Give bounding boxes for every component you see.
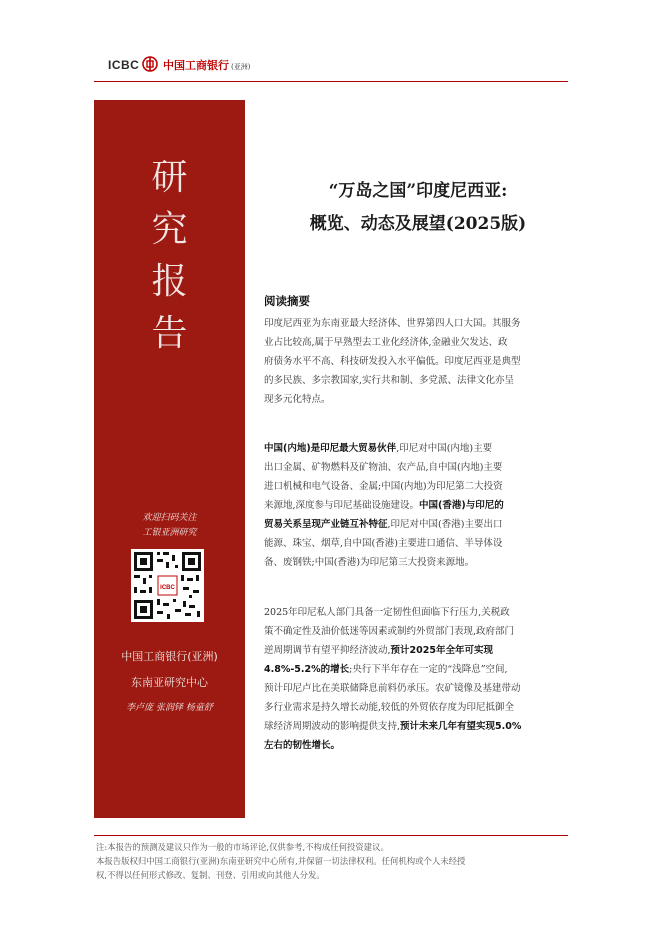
highlight-text: 左右的韧性增长。 xyxy=(264,740,341,751)
highlight-text: 中国(香港)与印尼的 xyxy=(419,500,504,511)
abstract-heading: 阅读摘要 xyxy=(264,294,310,308)
disclaimer-line: 权,不得以任何形式修改、复制、刊登、引用或向其他人分发。 xyxy=(96,870,325,880)
text-line: 出口金属、矿物燃料及矿物油、农产品,自中国(内地)主要 xyxy=(264,462,503,473)
text-line: 备、废钢铁;中国(香港)为印尼第三大投资来源地。 xyxy=(264,557,475,568)
text-line: 来源地,深度参与印尼基础设施建设。中国(香港)与印尼的 xyxy=(264,500,504,511)
highlight-text: 4.8%-5.2%的增长 xyxy=(264,664,350,675)
text-line: 球经济周期波动的影响提供支持,预计未来几年有望实现5.0% xyxy=(264,721,522,732)
text-line: 现多元化特点。 xyxy=(264,394,331,405)
report-title-line1: “万岛之国”印度尼西亚: xyxy=(328,181,508,201)
text-line: 的多民族、多宗教国家,实行共和制、多党派、法律文化亦呈 xyxy=(264,375,515,386)
scan-line: 工银亚洲研究 xyxy=(142,528,197,538)
scan-prompt xyxy=(94,511,245,541)
text-line: 多行业需求是持久增长动能,较低的外贸依存度为印尼抵御全 xyxy=(264,702,515,713)
qr-code-graphic xyxy=(131,549,204,622)
text-line xyxy=(264,736,570,755)
sidebar-research-center: 东南亚研究中心 xyxy=(131,676,208,689)
header-divider xyxy=(94,81,568,82)
vertical-char: 报 xyxy=(151,261,188,302)
text-line: 预计印尼卢比在美联储降息前料仍承压。农矿镜像及基建带动 xyxy=(264,683,521,694)
page-header xyxy=(0,0,662,86)
text-line: 逆周期调节有望平抑经济波动,预计2025年全年可实现 xyxy=(264,645,493,656)
text-line: 府债务水平不高、科技研发投入水平偏低。印度尼西亚是典型 xyxy=(264,356,521,367)
qr-code-icon[interactable] xyxy=(131,549,204,622)
sidebar-panel xyxy=(94,100,245,818)
text-line: 策不确定性及油价低迷等因素或制约外贸部门表现,政府部门 xyxy=(264,626,515,637)
brand-text: ICBC xyxy=(108,58,140,72)
disclaimer-line: 本报告版权归中国工商银行(亚洲)东南亚研究中心所有,并保留一切法律权利。任何机构或个人未经授 xyxy=(96,856,466,866)
text-line: 贸易关系呈现产业链互补特征,印尼对中国(香港)主要出口 xyxy=(264,519,503,530)
report-title-line2: 概览、动态及展望(2025版) xyxy=(309,214,527,234)
abstract-paragraph-overview xyxy=(264,314,570,409)
icbc-logo-icon xyxy=(142,56,158,72)
text-line: 2025年印尼私人部门具备一定韧性但面临下行压力,关税政 xyxy=(264,607,510,618)
text-line: 进口机械和电气设备、金属;中国(内地)为印尼第二大投资 xyxy=(264,481,503,492)
sidebar-bank-name: 中国工商银行(亚洲) xyxy=(121,650,218,663)
highlight-text: 预计2025年全年可实现 xyxy=(390,645,493,656)
text-line: 印度尼西亚为东南亚最大经济体、世界第四人口大国。其服务 xyxy=(264,318,521,329)
highlight-text: 中国(内地)是印尼最大贸易伙伴 xyxy=(264,443,397,454)
text-line: 中国(内地)是印尼最大贸易伙伴,印尼对中国(内地)主要 xyxy=(264,443,493,454)
bank-suffix: (亚洲) xyxy=(231,63,251,71)
text-line: 业占比较高,属于早熟型去工业化经济体,金融业欠发达、政 xyxy=(264,337,508,348)
report-type-vertical-title xyxy=(94,152,245,360)
abstract-paragraph-trade xyxy=(264,439,570,572)
vertical-char: 研 xyxy=(151,157,188,198)
abstract-paragraph-outlook xyxy=(264,603,570,755)
text-line: 能源、珠宝、烟草,自中国(香港)主要进口通信、半导体设 xyxy=(264,538,503,549)
vertical-char: 究 xyxy=(151,209,188,250)
footer-divider xyxy=(94,835,568,836)
scan-line: 欢迎扫码关注 xyxy=(142,513,197,523)
highlight-text: 预计未来几年有望实现5.0% xyxy=(400,721,522,732)
bank-name: 中国工商银行 (亚洲) xyxy=(163,59,251,72)
sidebar-authors: 李卢庞 张润铎 杨童舒 xyxy=(126,703,213,713)
disclaimer-line: 注:本报告的预测及建议只作为一般的市场评论,仅供参考,不构成任何投资建议。 xyxy=(96,842,389,852)
qr-center-label: ICBC xyxy=(160,585,175,591)
highlight-text: 贸易关系呈现产业链互补特征 xyxy=(264,519,388,530)
vertical-char: 告 xyxy=(151,313,188,354)
text-line: 4.8%-5.2%的增长;央行下半年存在一定的“浅降息”空间, xyxy=(264,664,508,675)
disclaimer-footer xyxy=(96,840,566,882)
